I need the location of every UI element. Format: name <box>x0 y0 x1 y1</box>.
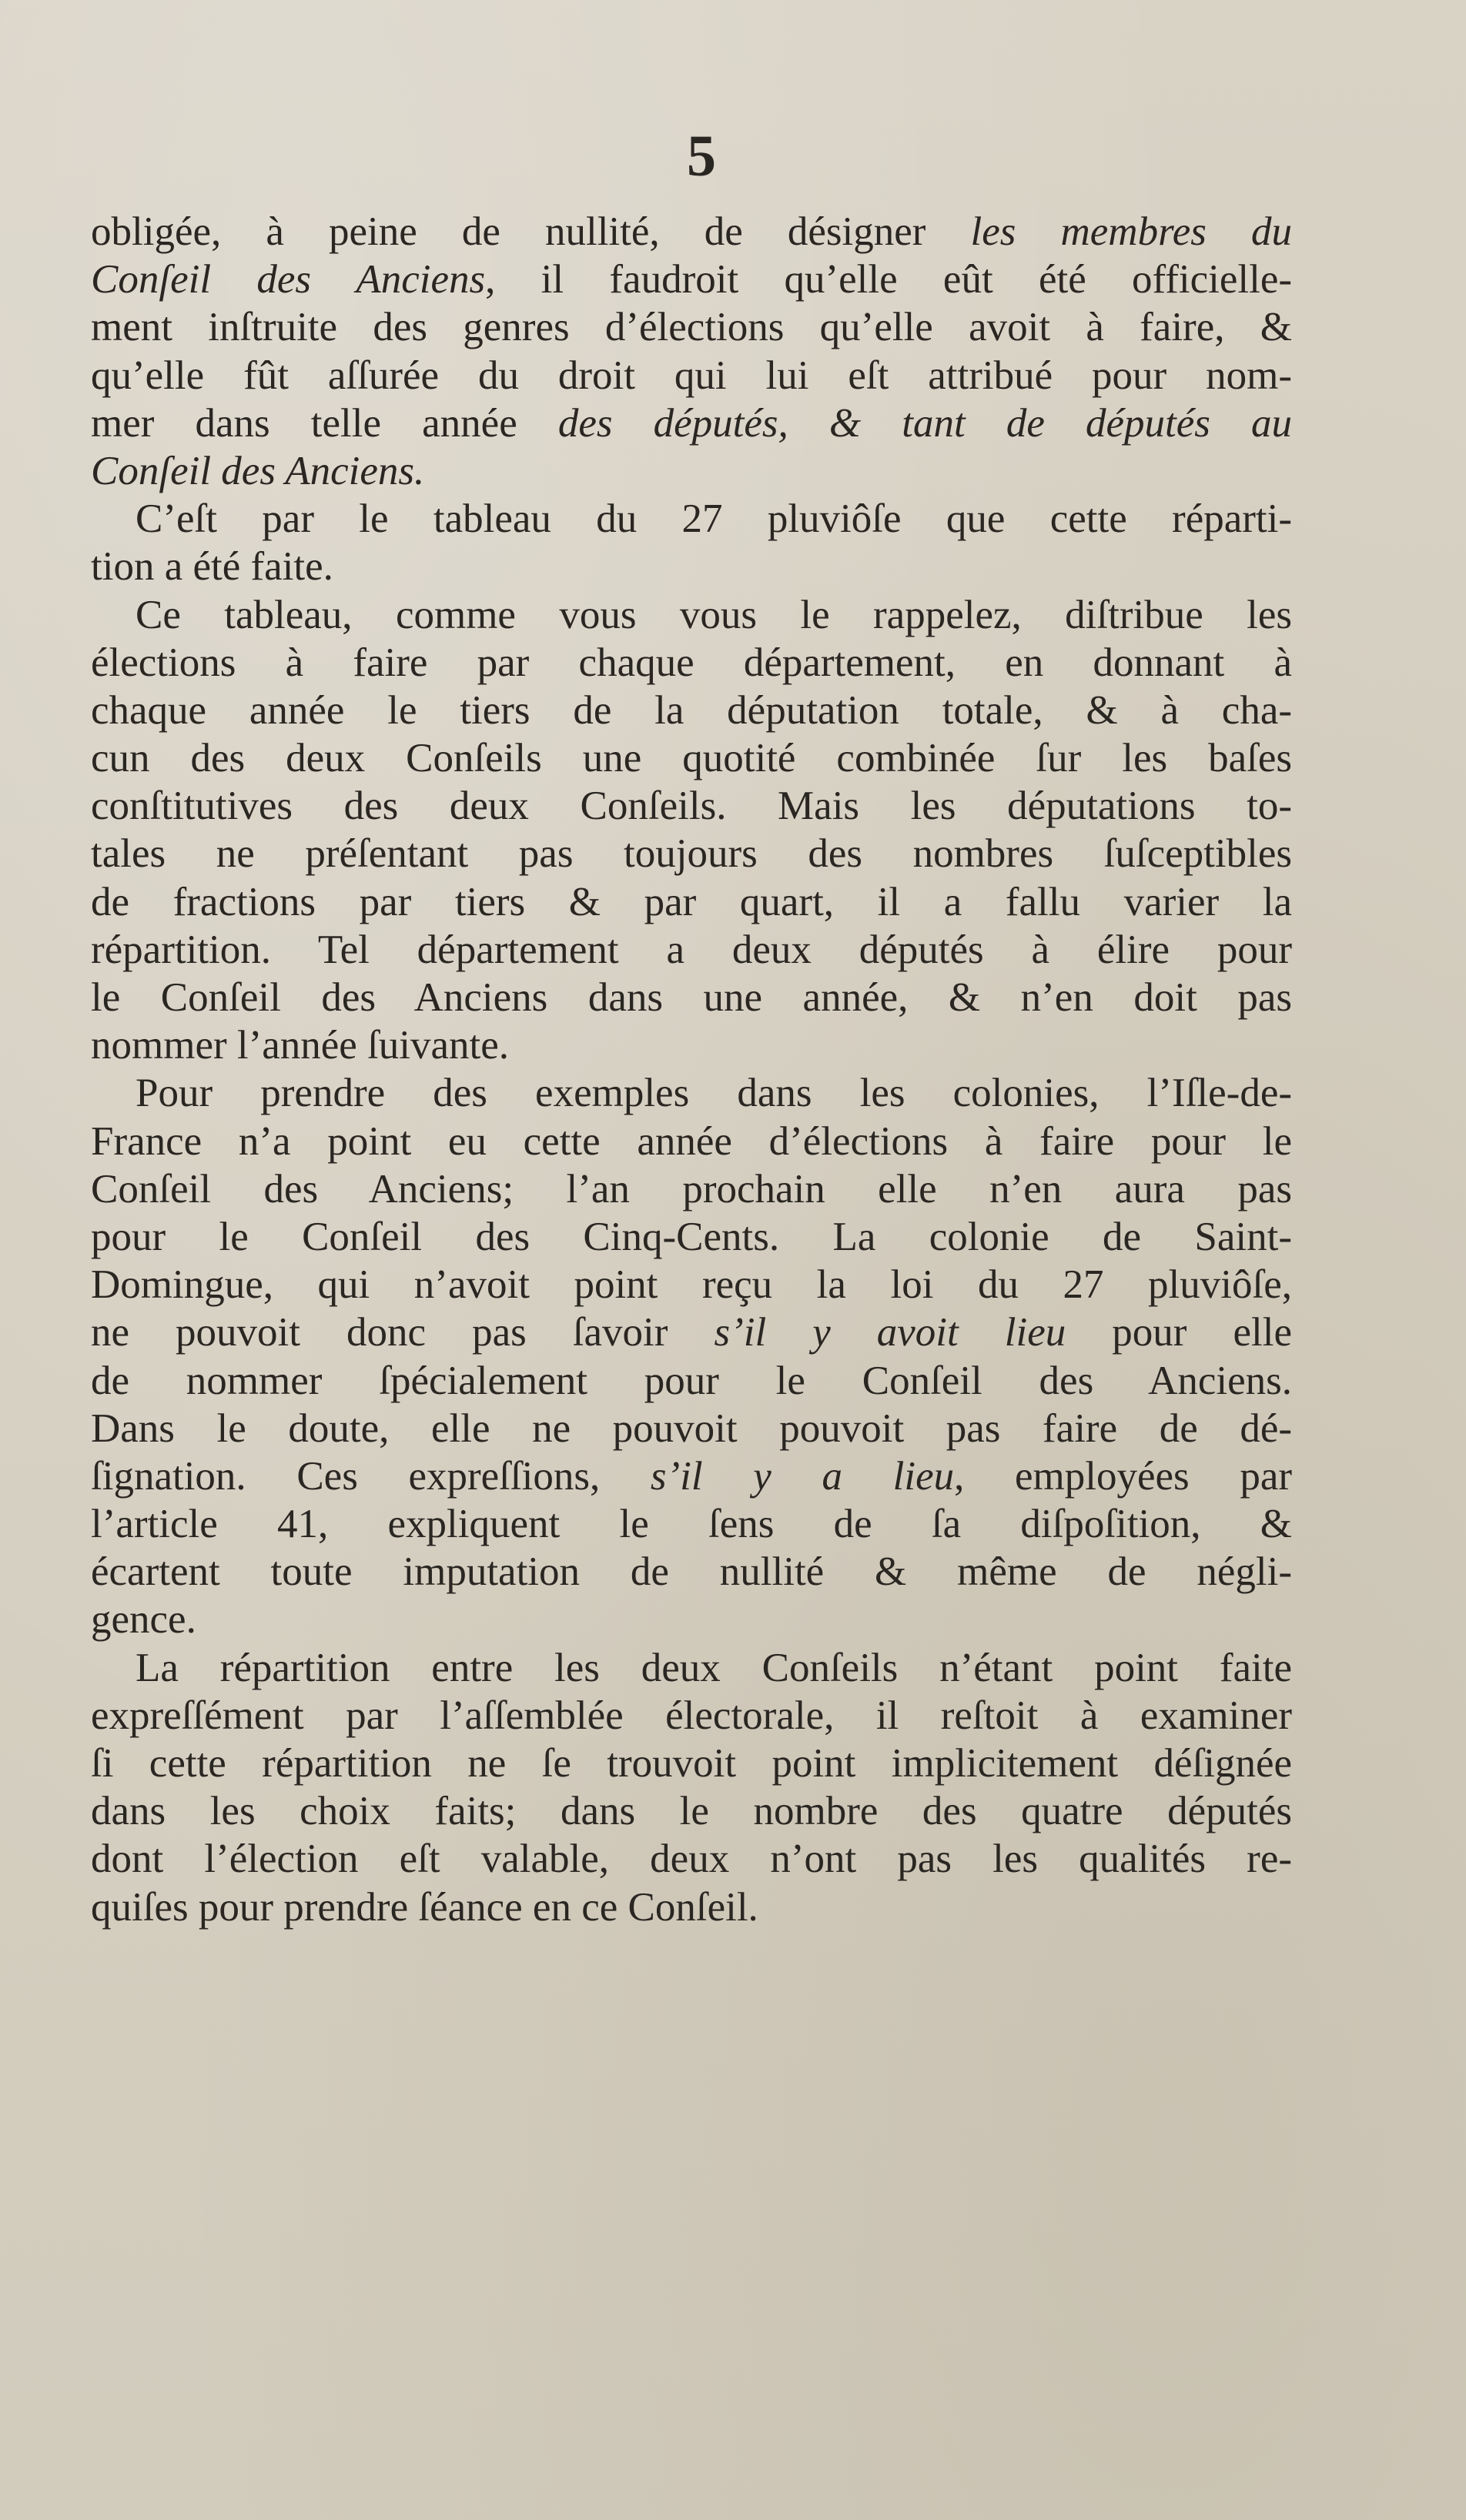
italic-text: les membres du <box>970 209 1292 254</box>
text-line <box>91 1500 1292 1548</box>
text-line <box>91 1548 1292 1596</box>
text-line <box>91 352 1292 399</box>
text-line <box>91 1118 1292 1165</box>
page-number-text: 5 <box>687 124 718 189</box>
roman-text: l’article 41, expliquent le ſens de ſa diſpoſition, & <box>91 1502 1292 1547</box>
roman-text: qu’elle fût aſſurée du droit qui lui eſt attribué pour nom- <box>91 353 1292 398</box>
text-line <box>91 543 1292 590</box>
text-line <box>91 1740 1292 1787</box>
roman-text: ſi cette répartition ne ſe trouvoit point implicitement déſignée <box>91 1741 1292 1786</box>
text-line <box>91 1644 1292 1692</box>
text-line <box>91 639 1292 687</box>
roman-text: ſignation. Ces expreſſions, <box>91 1453 651 1499</box>
roman-text: Conſeil des Anciens; l’an prochain elle n’en aura pas <box>91 1166 1292 1212</box>
text-line <box>91 1787 1292 1835</box>
roman-text: France n’a point eu cette année d’élections à faire pour le <box>91 1118 1292 1164</box>
roman-text: Ce tableau, comme vous vous le rappelez, diſtribue les <box>136 592 1292 637</box>
text-line <box>91 591 1292 639</box>
text-line <box>91 1069 1292 1117</box>
text-line <box>91 208 1292 256</box>
text-line <box>91 1261 1292 1308</box>
roman-text: écartent toute imputation de nullité & même de négli- <box>91 1549 1292 1595</box>
italic-text: Conſeil des Anciens. <box>91 448 425 493</box>
roman-text: tales ne préſentant pas toujours des nombres ſuſceptibles <box>91 831 1292 877</box>
roman-text: quiſes pour prendre ſéance en ce Conſeil. <box>91 1884 758 1930</box>
roman-text: dans les choix faits; dans le nombre des quatre députés <box>91 1789 1292 1834</box>
roman-text: pour elle <box>1066 1310 1292 1355</box>
roman-text: gence. <box>91 1597 196 1643</box>
text-line <box>91 303 1292 351</box>
roman-text: dont l’élection eſt valable, deux n’ont pas les qualités re- <box>91 1837 1292 1882</box>
roman-text: de nommer ſpécialement pour le Conſeil des Anciens. <box>91 1358 1292 1403</box>
text-line <box>91 734 1292 782</box>
text-line <box>91 1165 1292 1213</box>
italic-text: s’il y avoit lieu <box>714 1310 1066 1355</box>
roman-text: C’eſt par le tableau du 27 pluviôſe que cette réparti- <box>136 496 1292 542</box>
roman-text: Pour prendre des exemples dans les colonies, l’Iſle-de- <box>136 1071 1292 1116</box>
text-line <box>91 399 1292 447</box>
text-line <box>91 1213 1292 1261</box>
text-line <box>91 782 1292 830</box>
text-line <box>91 1883 1292 1931</box>
text-line <box>91 1021 1292 1069</box>
text-line <box>91 687 1292 734</box>
page-number <box>0 123 1466 190</box>
text-line <box>91 1835 1292 1883</box>
text-line <box>91 1405 1292 1452</box>
roman-text: mer dans telle année <box>91 400 558 446</box>
roman-text: conſtitutives des deux Conſeils. Mais les députations to- <box>91 784 1292 829</box>
text-line <box>91 495 1292 543</box>
text-line <box>91 1357 1292 1405</box>
text-line <box>91 1692 1292 1740</box>
text-line <box>91 1308 1292 1356</box>
italic-text: des députés, & tant de députés au <box>557 400 1292 446</box>
roman-text: répartition. Tel département a deux députés à élire pour <box>91 927 1292 972</box>
roman-text: tion a été faite. <box>91 544 333 590</box>
roman-text: La répartition entre les deux Conſeils n’étant point faite <box>136 1645 1292 1690</box>
text-line <box>91 447 1292 495</box>
text-line <box>91 256 1292 303</box>
roman-text: obligée, à peine de nullité, de désigner <box>91 209 971 254</box>
body-text <box>91 208 1292 1931</box>
text-line <box>91 926 1292 974</box>
roman-text: pour le Conſeil des Cinq-Cents. La colonie de Saint- <box>91 1214 1292 1259</box>
roman-text: Domingue, qui n’avoit point reçu la loi du 27 pluviôſe, <box>91 1262 1292 1308</box>
text-line <box>91 878 1292 926</box>
roman-text: cun des deux Conſeils une quotité combinée ſur les baſes <box>91 736 1292 781</box>
roman-text: , employées par <box>954 1453 1292 1499</box>
italic-text: Conſeil des Anciens <box>91 257 486 302</box>
roman-text: chaque année le tiers de la députation totale, & à cha- <box>91 687 1292 733</box>
roman-text: le Conſeil des Anciens dans une année, & n’en doit pas <box>91 975 1292 1020</box>
text-line <box>91 1596 1292 1643</box>
roman-text: expreſſément par l’aſſemblée électorale, il reſtoit à examiner <box>91 1693 1292 1738</box>
roman-text: nommer l’année ſuivante. <box>91 1023 510 1068</box>
text-line <box>91 830 1292 877</box>
italic-text: s’il y a lieu <box>650 1453 955 1499</box>
text-line <box>91 974 1292 1021</box>
roman-text: ne pouvoit donc pas ſavoir <box>91 1310 715 1355</box>
text-line <box>91 1452 1292 1500</box>
roman-text: ment inſtruite des genres d’élections qu’elle avoit à faire, & <box>91 305 1292 350</box>
roman-text: élections à faire par chaque département, en donnant à <box>91 640 1292 685</box>
roman-text: , il faudroit qu’elle eût été officielle- <box>485 257 1292 302</box>
roman-text: Dans le doute, elle ne pouvoit pouvoit pas faire de dé- <box>91 1405 1292 1451</box>
roman-text: de fractions par tiers & par quart, il a fallu varier la <box>91 879 1292 924</box>
